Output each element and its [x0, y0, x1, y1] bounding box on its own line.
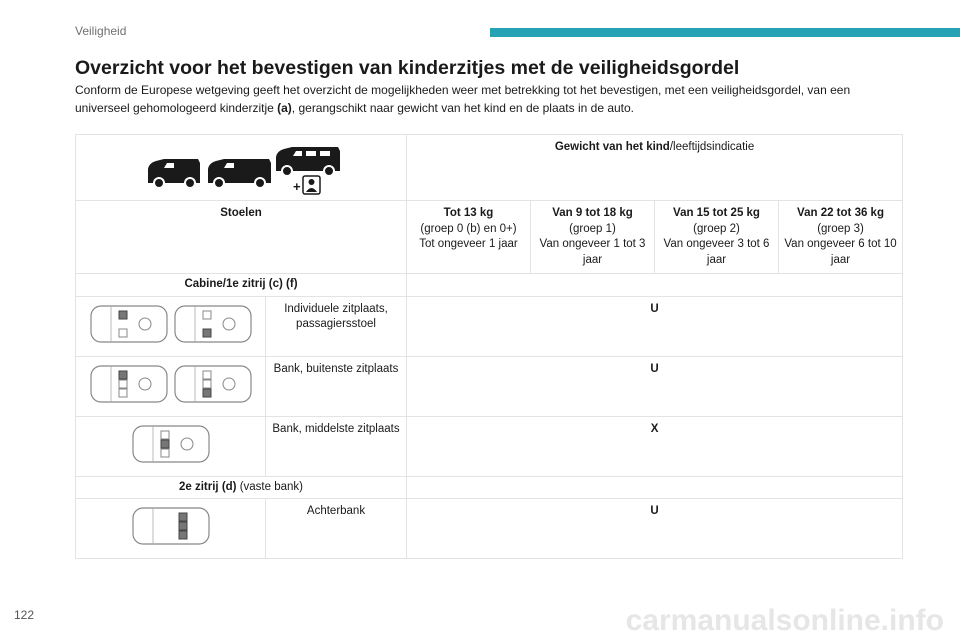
car-seat-diagram	[173, 363, 253, 405]
group-weight: Van 15 tot 25 kg	[673, 207, 760, 219]
seat-label: Bank, middelste zitplaats	[272, 422, 400, 435]
van-long-icon	[208, 159, 271, 188]
group-age: Van ongeveer 3 tot 6 jaar	[663, 238, 770, 266]
seats-label-cell	[76, 201, 407, 274]
seat-label-cell	[266, 416, 407, 476]
intro-ref-a: (a)	[277, 101, 292, 115]
car-seat-diagram	[89, 363, 169, 405]
group-cell-1	[531, 201, 655, 274]
seat-label: Achterbank	[306, 505, 366, 517]
group-age: Tot ongeveer 1 jaar	[419, 238, 518, 250]
section-label-rest: (vaste bank)	[236, 480, 303, 493]
weight-header-bold: Gewicht van het kind	[554, 141, 670, 153]
group-weight: Van 22 tot 36 kg	[797, 207, 884, 219]
seat-value: U	[650, 302, 659, 315]
seat-label: Bank, buitenste zitplaats	[273, 362, 399, 375]
watermark: carmanualsonline.info	[625, 604, 944, 637]
group-weight: Tot 13 kg	[443, 207, 494, 219]
section-empty-cell	[407, 476, 903, 499]
weight-header-rest: /leeftijdsindicatie	[669, 141, 755, 153]
table-row	[76, 356, 903, 416]
table-header-row	[76, 135, 903, 201]
group-class: (groep 3)	[817, 222, 864, 235]
group-class: (groep 1)	[569, 222, 616, 235]
seat-diagram-cell	[76, 356, 266, 416]
section-label-cell	[76, 476, 407, 499]
group-age: Van ongeveer 1 tot 3 jaar	[539, 238, 646, 266]
car-seat-diagram	[89, 303, 169, 345]
vehicle-icons-cell	[76, 135, 407, 201]
seat-diagram-cell	[76, 499, 266, 559]
car-seat-diagram	[131, 423, 211, 465]
value-cell	[407, 499, 903, 559]
section-row-second	[76, 476, 903, 499]
value-cell	[407, 356, 903, 416]
page-title: Overzicht voor het bevestigen van kinderzitjes met de veiligheidsgordel	[75, 57, 740, 79]
page-number: 122	[14, 608, 35, 622]
group-cell-2	[655, 201, 779, 274]
seat-value: U	[650, 362, 659, 375]
value-cell	[407, 296, 903, 356]
groups-row	[76, 201, 903, 274]
group-age: Van ongeveer 6 tot 10 jaar	[784, 238, 897, 266]
section-header: Veiligheid	[75, 24, 127, 38]
value-cell	[407, 416, 903, 476]
car-seat-diagram	[173, 303, 253, 345]
seat-label-cell	[266, 296, 407, 356]
group-class: (groep 0 (b) en 0+)	[420, 222, 517, 235]
svg-text:+: +	[293, 179, 301, 194]
section-label-bold: 2e zitrij (d)	[179, 480, 237, 493]
group-weight: Van 9 tot 18 kg	[552, 207, 633, 219]
table-row	[76, 296, 903, 356]
intro-text-1: Conform de Europese wetgeving geeft het overzicht de mogelijkheden weer met betrekking tot het bevestigen, met een veiligheidsgordel, van een universeel gehomologeerd kinderzitje	[75, 83, 851, 115]
seat-label: Individuele zitplaats, passagiersstoel	[284, 302, 388, 330]
seat-value: U	[650, 505, 659, 517]
van-short-icon	[148, 159, 200, 188]
section-label: Cabine/1e zitrij (c) (f)	[184, 278, 298, 290]
section-empty-cell	[407, 274, 903, 297]
intro-text-2: , gerangschikt naar gewicht van het kind en de plaats in de auto.	[291, 101, 635, 115]
car-seat-diagram	[131, 505, 211, 547]
seat-value: X	[650, 422, 659, 435]
section-row-cabin	[76, 274, 903, 297]
seat-label-cell	[266, 356, 407, 416]
table-row	[76, 499, 903, 559]
group-cell-0	[407, 201, 531, 274]
weight-header-cell	[407, 135, 903, 201]
child-seat-icon	[293, 176, 320, 194]
vehicle-icons	[136, 141, 346, 195]
seats-label: Stoelen	[220, 207, 262, 219]
seat-diagram-cell	[76, 296, 266, 356]
seat-diagram-cell	[76, 416, 266, 476]
table-row	[76, 416, 903, 476]
section-label-cell	[76, 274, 407, 297]
group-cell-3	[779, 201, 903, 274]
group-class: (groep 2)	[693, 222, 740, 235]
header-accent-bar	[490, 28, 960, 37]
seat-label-cell	[266, 499, 407, 559]
child-seat-table	[75, 134, 903, 559]
van-passenger-icon	[276, 147, 340, 176]
intro-paragraph	[75, 81, 885, 117]
